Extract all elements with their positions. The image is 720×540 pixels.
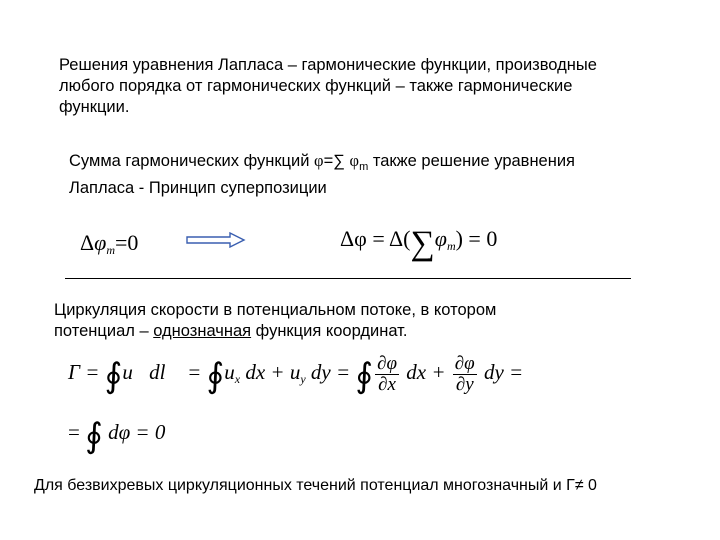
intro-line-1: Решения уравнения Лапласа – гармонические функции, производные xyxy=(59,56,597,74)
superposition-line-2: Лапласа - Принцип суперпозиции xyxy=(69,179,327,197)
implies-arrow-icon xyxy=(186,232,246,248)
laplace-equation-single: $\Delta\varphi_m=0$ xyxy=(80,230,139,257)
superposition-line-1: Сумма гармонических функций φ=∑ $\varphi_m$ также решение уравнения xyxy=(69,151,575,173)
intro-paragraph xyxy=(59,55,597,118)
intro-line-2: любого порядка от гармонических функций – также гармонические xyxy=(59,77,573,95)
partial-phi-y-fraction: $\frac{\partial\varphi}{\partial y}$ xyxy=(454,352,475,395)
intro-line-3: функции. xyxy=(59,98,130,116)
section-divider xyxy=(65,278,631,279)
laplace-equation-sum: $\Delta\varphi = \Delta(\sum\varphi_m) = 0$ xyxy=(340,225,498,262)
partial-phi-x-fraction: $\frac{\partial\varphi}{\partial x}$ xyxy=(377,352,398,395)
circulation-line-1: Циркуляция скорости в потенциальном потоке, в котором xyxy=(54,301,497,319)
circulation-result-equation: = ∮ dφ = 0 xyxy=(68,418,166,455)
circulation-paragraph xyxy=(54,300,496,342)
footer-statement: Для безвихревых циркуляционных течений потенциал многозначный и Г≠ 0 xyxy=(34,477,597,494)
circulation-equation: Γ = ∮u⃗dl⃗ = $∮u_x$ dx + $u_y$ dy = ∮ $\frac{\partial\varphi}{\partial x}$ dx + $\frac{\partial\varphi}{\partial y}$ dy = xyxy=(68,352,524,395)
superposition-paragraph xyxy=(69,150,575,199)
circulation-line-2: потенциал – однозначная функция координат. xyxy=(54,322,408,340)
